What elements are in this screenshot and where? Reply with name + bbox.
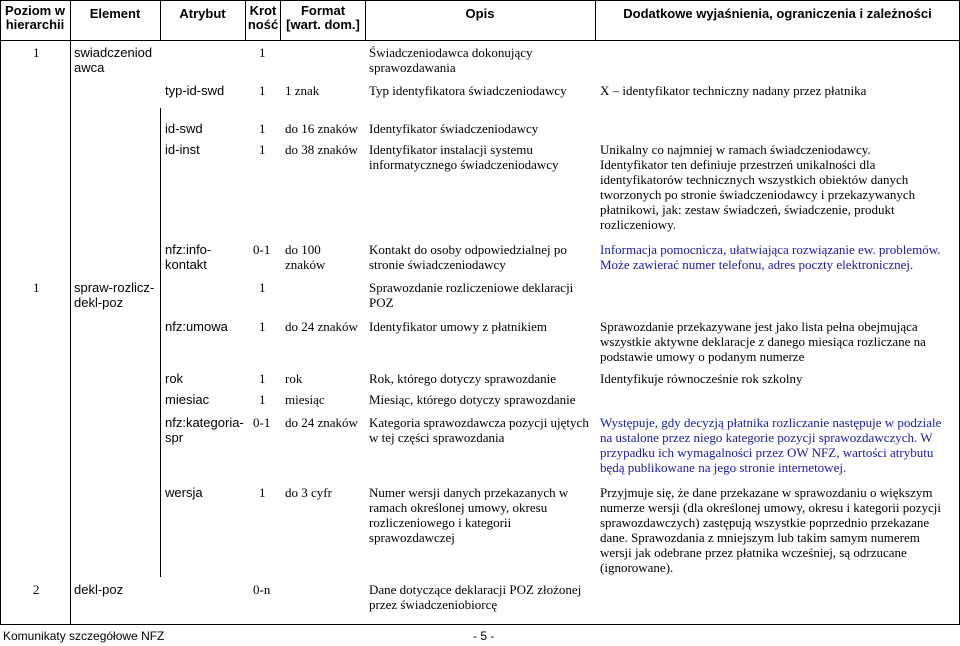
row-rok-format: rok: [285, 371, 303, 386]
row-idswd-attr: id-swd: [165, 121, 203, 136]
row-dekl-desc: Dane dotyczące deklaracji POZ złożonej przez świadczeniobiorcę: [369, 582, 582, 612]
header-level: Poziom w hierarchii: [5, 3, 65, 32]
grid-col-element-border-b: [160, 108, 161, 577]
row-miesiac-count: 1: [259, 392, 266, 407]
header-attribute: Atrybut: [179, 6, 226, 21]
header-count: Krotność: [247, 3, 279, 32]
row-kontakt-attr: nfz:info-kontakt: [165, 242, 212, 272]
grid-col-count-border: [280, 0, 281, 40]
grid-col-attr-border: [245, 0, 246, 40]
row-spraw-element: spraw-rozlicz-dekl-poz: [74, 280, 155, 310]
row-spraw-desc: Sprawozdanie rozliczeniowe deklaracji POZ: [369, 280, 574, 310]
row-kategoria-attr: nfz:kategoria-spr: [165, 415, 244, 445]
row-swd-level: 1: [33, 45, 40, 60]
row-swd-count: 1: [259, 45, 266, 60]
row-wersja-count: 1: [259, 485, 266, 500]
row-swd-element: swiadczeniodawca: [74, 45, 153, 75]
header-description: Opis: [465, 6, 495, 21]
row-kontakt-format: do 100 znaków: [285, 242, 326, 272]
row-kontakt-desc: Kontakt do osoby odpowiedzialnej po stronie świadczeniodawcy: [369, 242, 567, 272]
row-kontakt-note: Informacja pomocnicza, ułatwiająca rozwiązanie ew. problemów. Może zawierać numer telefonu, adres poczty elektronicznej.: [600, 242, 941, 272]
row-dekl-count: 0-n: [253, 582, 271, 597]
page-number: - 5 -: [473, 629, 495, 643]
grid-col-left-border: [0, 0, 1, 625]
header-format: Format [wart. dom.]: [286, 3, 360, 32]
row-kategoria-desc: Kategoria sprawozdawcza pozycji ujętych w tej części sprawozdania: [369, 415, 589, 445]
row-wersja-desc: Numer wersji danych przekazanych w ramach określonej umowy, okresu rozliczeniowego i kategorii sprawozdawczej: [369, 485, 569, 545]
row-typ-format: 1 znak: [285, 83, 320, 98]
header-bottom-border: [0, 40, 960, 41]
row-kategoria-format: do 24 znaków: [285, 415, 358, 430]
row-idinst-count: 1: [259, 142, 266, 157]
footer-title: Komunikaty szczegółowe NFZ: [3, 629, 165, 643]
row-umowa-count: 1: [259, 319, 266, 334]
row-wersja-note: Przyjmuje się, że dane przekazane w sprawozdaniu o większym numerze wersji (dla określonej umowy, okresu i kategorii pozycji sprawozdawczych) zastępują wszystkie poprzednio przekazane dane. Sprawozdania z mniejszym lub takim samym numerem wersji jak odebrane przez płatnika wcześniej, są odrzucane (ignorowane).: [600, 485, 942, 575]
row-idswd-count: 1: [259, 121, 266, 136]
row-spraw-level: 1: [33, 280, 40, 295]
row-rok-count: 1: [259, 371, 266, 386]
header-top-border: [0, 0, 960, 1]
row-wersja-format: do 3 cyfr: [285, 485, 332, 500]
row-umowa-desc: Identyfikator umowy z płatnikiem: [369, 319, 547, 334]
row-idswd-desc: Identyfikator świadczeniodawcy: [369, 121, 539, 136]
header-notes: Dodatkowe wyjaśnienia, ograniczenia i zależności: [623, 6, 932, 21]
row-dekl-element: dekl-poz: [74, 582, 124, 597]
row-kontakt-count: 0-1: [253, 242, 271, 257]
row-rok-note: Identyfikuje równocześnie rok szkolny: [600, 371, 803, 386]
header-element: Element: [89, 6, 141, 21]
row-typ-count: 1: [259, 83, 266, 98]
row-umowa-note: Sprawozdanie przekazywane jest jako lista pełna obejmująca wszystkie aktywne deklaracje z danego miesiąca rozliczane na podstawie umowy o podanym numerze: [600, 319, 926, 364]
row-kategoria-count: 0-1: [253, 415, 271, 430]
row-dekl-level: 2: [33, 582, 40, 597]
row-umowa-format: do 24 znaków: [285, 319, 358, 334]
row-miesiac-format: miesiąc: [285, 392, 325, 407]
row-idinst-format: do 38 znaków: [285, 142, 358, 157]
row-wersja-attr: wersja: [165, 485, 203, 500]
row-miesiac-attr: miesiac: [165, 392, 210, 407]
row-umowa-attr: nfz:umowa: [165, 319, 228, 334]
row-idswd-format: do 16 znaków: [285, 121, 358, 136]
row-swd-desc: Świadczeniodawca dokonujący sprawozdawania: [369, 45, 533, 75]
row-spraw-count: 1: [259, 280, 266, 295]
row-idinst-attr: id-inst: [165, 142, 200, 157]
row-idinst-note: Unikalny co najmniej w ramach świadczeniodawcy. Identyfikator ten definiuje przestrzeń unikalności dla identyfikatorów technicznych wszystkich obiektów danych tworzonych po stronie świadczeniodawcy i przekazywanych płatnikowi, jak: zestaw świadczeń, świadczenie, produkt rozliczeniowy.: [600, 142, 916, 232]
row-kategoria-note: Występuje, gdy decyzją płatnika rozliczanie następuje w podziale na ustalone przez niego kategorie pozycji sprawozdawczych. W przypadku ich wymagalności przez OW NFZ, wartości atrybutu będą publikowane na jego stronie internetowej.: [600, 415, 942, 475]
row-idinst-desc: Identyfikator instalacji systemu informatycznego świadczeniodawcy: [369, 142, 559, 172]
row-rok-attr: rok: [165, 371, 184, 386]
row-typ-desc: Typ identyfikatora świadczeniodawcy: [369, 83, 567, 98]
row-typ-attr: typ-id-swd: [165, 83, 225, 98]
row-miesiac-desc: Miesiąc, którego dotyczy sprawozdanie: [369, 392, 576, 407]
row-typ-note: X – identyfikator techniczny nadany przez płatnika: [600, 83, 867, 98]
grid-col-level-border: [70, 0, 71, 625]
row-rok-desc: Rok, którego dotyczy sprawozdanie: [369, 371, 557, 386]
table-bottom-border: [0, 624, 960, 625]
